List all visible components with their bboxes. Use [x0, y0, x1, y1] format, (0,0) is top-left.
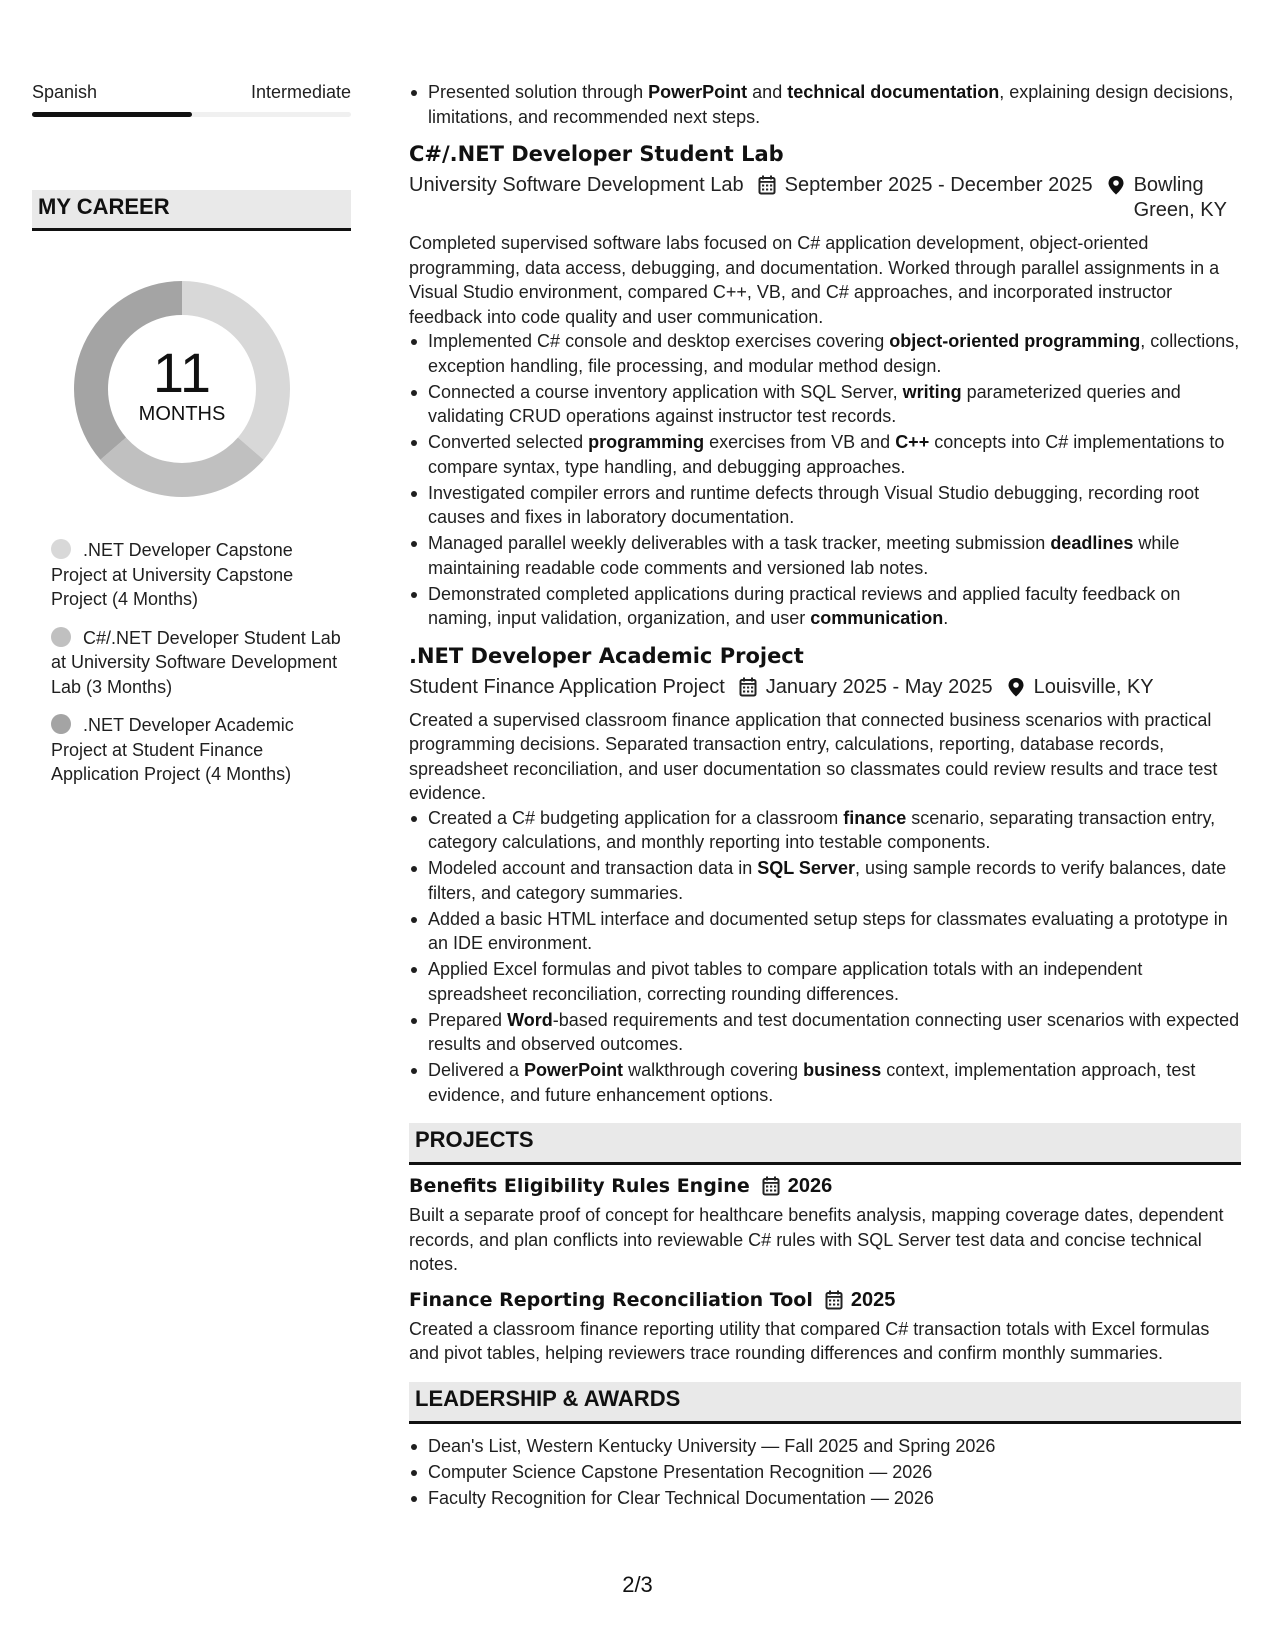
job-dates: September 2025 - December 2025	[784, 174, 1093, 196]
projects-heading: PROJECTS	[409, 1123, 1241, 1165]
career-legend-item	[51, 626, 351, 700]
page-number: 2/3	[622, 1572, 653, 1597]
project-year: 2026	[787, 1175, 833, 1197]
job-title: .NET Developer Academic Project	[409, 643, 804, 668]
bullet-item: Investigated compiler errors and runtime defects through Visual Studio debugging, recording root causes and fixes in laboratory documentation.	[409, 481, 1241, 530]
project-year: 2025	[850, 1288, 896, 1311]
bullet-item: Demonstrated completed applications during practical reviews and applied faculty feedback on naming, input validation, organization, and user communication.	[409, 582, 1241, 631]
carryover-bullets	[409, 80, 1241, 129]
bullet-item: Created a C# budgeting application for a classroom finance scenario, separating transaction entry, category calculations, and monthly reporting into testable components.	[409, 806, 1241, 855]
bullet-item: Added a basic HTML interface and documented setup steps for classmates evaluating a prototype in an IDE environment.	[409, 907, 1241, 956]
career-legend-label: .NET Developer Capstone Project at University Capstone Project (4 Months)	[51, 540, 294, 609]
career-legend	[32, 538, 351, 787]
project-name: Benefits Eligibility Rules Engine	[409, 1175, 750, 1197]
calendar-icon	[739, 677, 757, 697]
project-entry	[409, 1173, 1241, 1277]
bullet-item: Connected a course inventory application with SQL Server, writing parameterized queries and validating CRUD operations against instructor test records.	[409, 380, 1241, 429]
award-item: Faculty Recognition for Clear Technical Documentation — 2026	[409, 1486, 1241, 1511]
calendar-icon	[758, 175, 776, 195]
career-total-value: 11	[152, 341, 212, 404]
bullet-item: Prepared Word-based requirements and test documentation connecting user scenarios with expected results and observed outcomes.	[409, 1008, 1241, 1057]
career-donut-chart	[67, 274, 297, 504]
job-title: C#/.NET Developer Student Lab	[409, 142, 784, 166]
job-bullets	[409, 806, 1241, 1108]
job-dates: January 2025 - May 2025	[765, 675, 993, 698]
language-level-fill	[32, 112, 192, 117]
language-entry	[32, 80, 351, 117]
calendar-icon	[762, 1176, 780, 1196]
job-bullets	[409, 329, 1241, 631]
language-name: Spanish	[32, 82, 98, 102]
career-total-unit: MONTHS	[138, 403, 226, 425]
bullet-item: Applied Excel formulas and pivot tables to compare application totals with an independent spreadsheet reconciliation, correcting rounding differences.	[409, 957, 1241, 1006]
job-meta	[409, 173, 1241, 223]
career-heading: MY CAREER	[32, 190, 351, 231]
awards-list	[409, 1434, 1241, 1511]
language-level-bar	[32, 112, 351, 117]
map-pin-icon	[1007, 677, 1025, 697]
awards-heading: LEADERSHIP & AWARDS	[409, 1382, 1241, 1424]
sidebar	[32, 80, 351, 801]
project-description: Created a classroom finance reporting utility that compared C# transaction totals with Excel formulas and pivot tables, helping reviewers trace rounding differences and confirm monthly summaries.	[409, 1318, 1210, 1363]
project-description: Built a separate proof of concept for healthcare benefits analysis, mapping coverage dates, dependent records, and plan conflicts into reviewable C# rules with SQL Server test data and concise technical notes.	[409, 1205, 1224, 1274]
bullet-item: Converted selected programming exercises from VB and C++ concepts into C# implementations to compare syntax, type handling, and debugging approaches.	[409, 430, 1241, 479]
project-name: Finance Reporting Reconciliation Tool	[409, 1288, 813, 1311]
bullet-item: Delivered a PowerPoint walkthrough covering business context, implementation approach, test evidence, and future enhancement options.	[409, 1058, 1241, 1107]
career-legend-label: .NET Developer Academic Project at Student Finance Application Project (4 Months)	[51, 715, 294, 784]
job-location: Bowling Green, KY	[1133, 174, 1227, 221]
main-content	[409, 80, 1241, 1512]
job-location: Louisville, KY	[1033, 675, 1154, 698]
map-pin-icon	[1107, 175, 1125, 195]
job-summary: Completed supervised software labs focused on C# application development, object-oriented programming, data access, debugging, and documentation. Worked through parallel assignments in a Visual Studio environment, compared C++, VB, and C# approaches, and incorporated instructor feedback into code quality and user communication.	[409, 233, 1220, 327]
career-legend-item	[51, 538, 351, 612]
award-item: Computer Science Capstone Presentation Recognition — 2026	[409, 1460, 1241, 1485]
legend-dot	[51, 627, 71, 647]
award-item: Dean's List, Western Kentucky University — Fall 2025 and Spring 2026	[409, 1434, 1241, 1459]
experience-entry	[409, 642, 1241, 1108]
experience-entry	[409, 140, 1241, 631]
bullet-item: Implemented C# console and desktop exercises covering object-oriented programming, collections, exception handling, file processing, and modular method design.	[409, 329, 1241, 378]
calendar-icon	[825, 1290, 843, 1310]
job-organization: University Software Development Lab	[409, 174, 744, 196]
legend-dot	[51, 714, 71, 734]
bullet-item: Presented solution through PowerPoint and technical documentation, explaining design decisions, limitations, and recommended next steps.	[409, 80, 1241, 129]
language-level: Intermediate	[250, 82, 351, 102]
career-legend-item	[51, 713, 351, 787]
job-summary: Created a supervised classroom finance application that connected business scenarios with practical programming decisions. Separated transaction entry, calculations, reporting, database records, spreadsheet reconciliation, and user documentation so classmates could review results and trace test evidence.	[409, 709, 1218, 803]
career-legend-label: C#/.NET Developer Student Lab at University Software Development Lab (3 Months)	[51, 627, 341, 697]
project-entry	[409, 1287, 1241, 1366]
legend-dot	[51, 539, 71, 559]
job-meta	[409, 675, 1241, 700]
bullet-item: Managed parallel weekly deliverables with a task tracker, meeting submission deadlines while maintaining readable code comments and versioned lab notes.	[409, 531, 1241, 580]
bullet-item: Modeled account and transaction data in SQL Server, using sample records to verify balances, date filters, and category summaries.	[409, 856, 1241, 905]
job-organization: Student Finance Application Project	[409, 675, 725, 698]
